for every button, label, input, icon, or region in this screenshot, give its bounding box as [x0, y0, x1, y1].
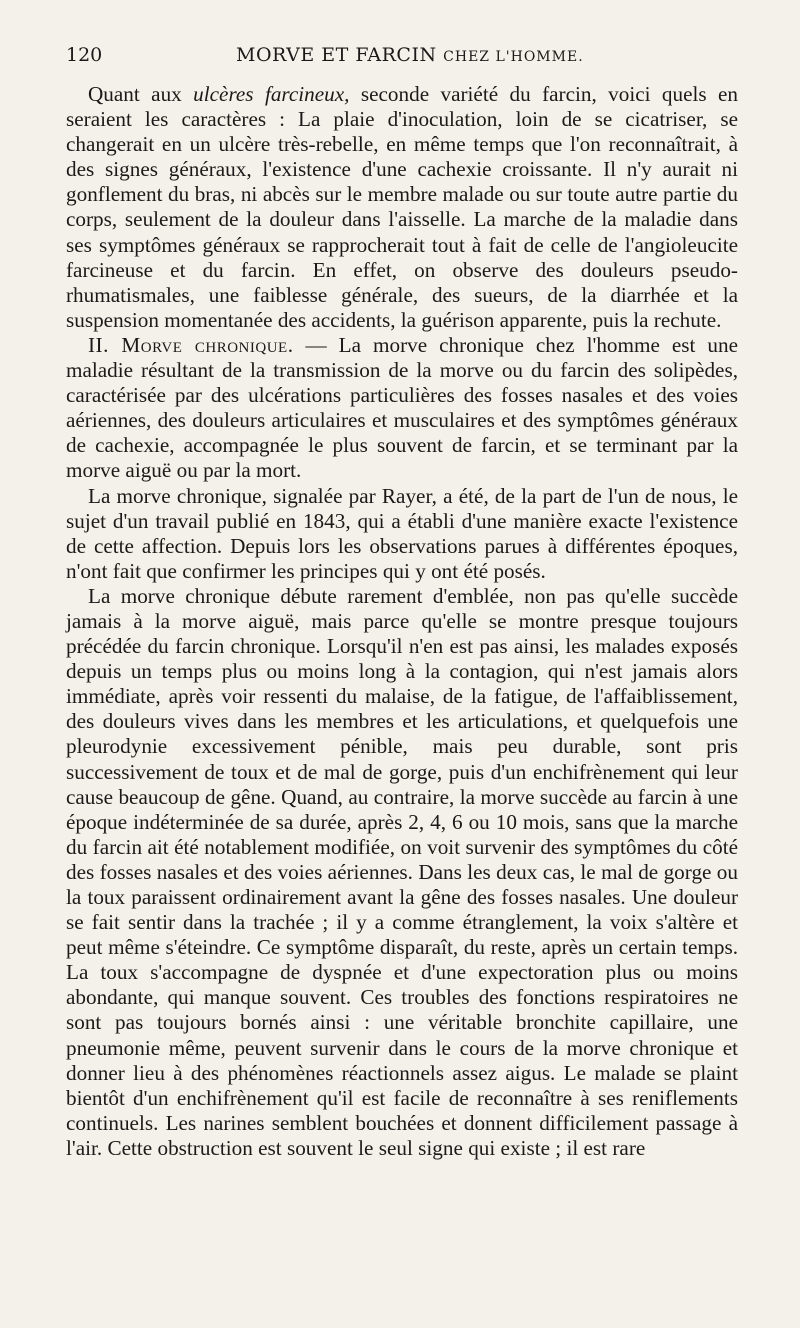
running-title [236, 44, 738, 66]
running-header [66, 44, 738, 74]
paragraph-rayer: La morve chronique, signalée par Rayer, a été, de la part de l'un de nous, le sujet d'un travail publié en 1843, qui a établi d'une manière exacte l'existence de cette affection. Depuis lors les observations parues à différentes époques, n'ont fait que confirmer les principes qui y ont été posés. [66, 483, 738, 583]
paragraph-ulceres-farcineux: Quant aux ulcères farcineux, seconde variété du farcin, voici quels en seraient les caractères : La plaie d'inoculation, loin de se cicatriser, se changerait en un ulcère très-rebelle, en même temps que l'on reconnaîtrait, à des signes généraux, l'existence d'une cachexie croissante. Il n'y aurait ni gonflement du bras, ni abcès sur le membre malade ou sur toute autre partie du corps, seulement de la douleur dans l'aisselle. La marche de la maladie dans ses symptômes généraux se rapprocherait tout à fait de celle de l'angioleucite farcineuse et du farcin. En effet, on observe des douleurs pseudo-rhumatismales, une faiblesse générale, des sueurs, de la diarrhée et la suspension momentanée des accidents, la guérison apparente, puis la rechute. [66, 82, 739, 332]
page-number: 120 [66, 44, 103, 66]
paragraph-debut: La morve chronique débute rarement d'emblée, non pas qu'elle succède jamais à la morve aiguë, mais parce qu'elle se montre presque toujours précédée du farcin chronique. Lorsqu'il n'en est pas ainsi, les malades exposés depuis un temps plus ou moins long à la contagion, qui n'est jamais alors immédiate, après voir ressenti du malaise, de la fatigue, de l'affaiblissement, des douleurs vives dans les membres et les articulations, et quelquefois une pleurodynie excessivement pénible, mais peu durable, sont pris successivement de toux et de mal de gorge, puis d'un enchifrènement qui leur cause beaucoup de gêne. Quand, au contraire, la morve succède au farcin à une époque indéterminée de sa durée, après 2, 4, 6 ou 10 mois, sans que la marche du farcin ait été notablement modifiée, on voit survenir des symptômes du côté des fosses nasales et des voies aériennes. Dans les deux cas, le mal de gorge ou la toux paraissent ordinairement avant la gêne des fosses nasales. Une douleur se fait sentir dans la trachée ; il y a comme étranglement, la voix s'altère et peut même s'éteindre. Ce symptôme disparaît, du reste, après un certain temps. La toux s'accompagne de dyspnée et d'une expectoration plus ou moins abondante, qui manque souvent. Ces troubles des fonctions respiratoires ne sont pas toujours bornés ainsi : une véritable bronchite capillaire, une pneumonie même, peuvent survenir dans le cours de la morve chronique et donner lieu à des phénomènes réactionnels assez aigus. Le malade se plaint bientôt d'un enchifrènement qu'il est facile de reconnaître à ses reniflements continuels. Les narines semblent bouchées et donnent difficilement passage à l'air. Cette obstruction est souvent le seul signe qui existe ; il est rare [66, 583, 738, 1160]
section-heading: II. Morve chronique. [88, 332, 294, 357]
paragraph-morve-chronique-definition: II. Morve chronique. — La morve chronique chez l'homme est une maladie résultant de la transmission de la morve ou du farcin des solipèdes, caractérisée par des ulcérations particulières des fosses nasales et des voies aériennes, des douleurs articulaires et musculaires et des symptômes généraux de cachexie, accompagnée le plus souvent de farcin, et se terminant par la morve aiguë ou par la mort. [66, 332, 738, 483]
body-text [66, 82, 738, 1161]
running-title-small: CHEZ L'HOMME. [443, 49, 584, 65]
running-title-main: MORVE ET FARCIN [236, 44, 437, 66]
italic-term: ulcères farcineux, [193, 82, 350, 106]
